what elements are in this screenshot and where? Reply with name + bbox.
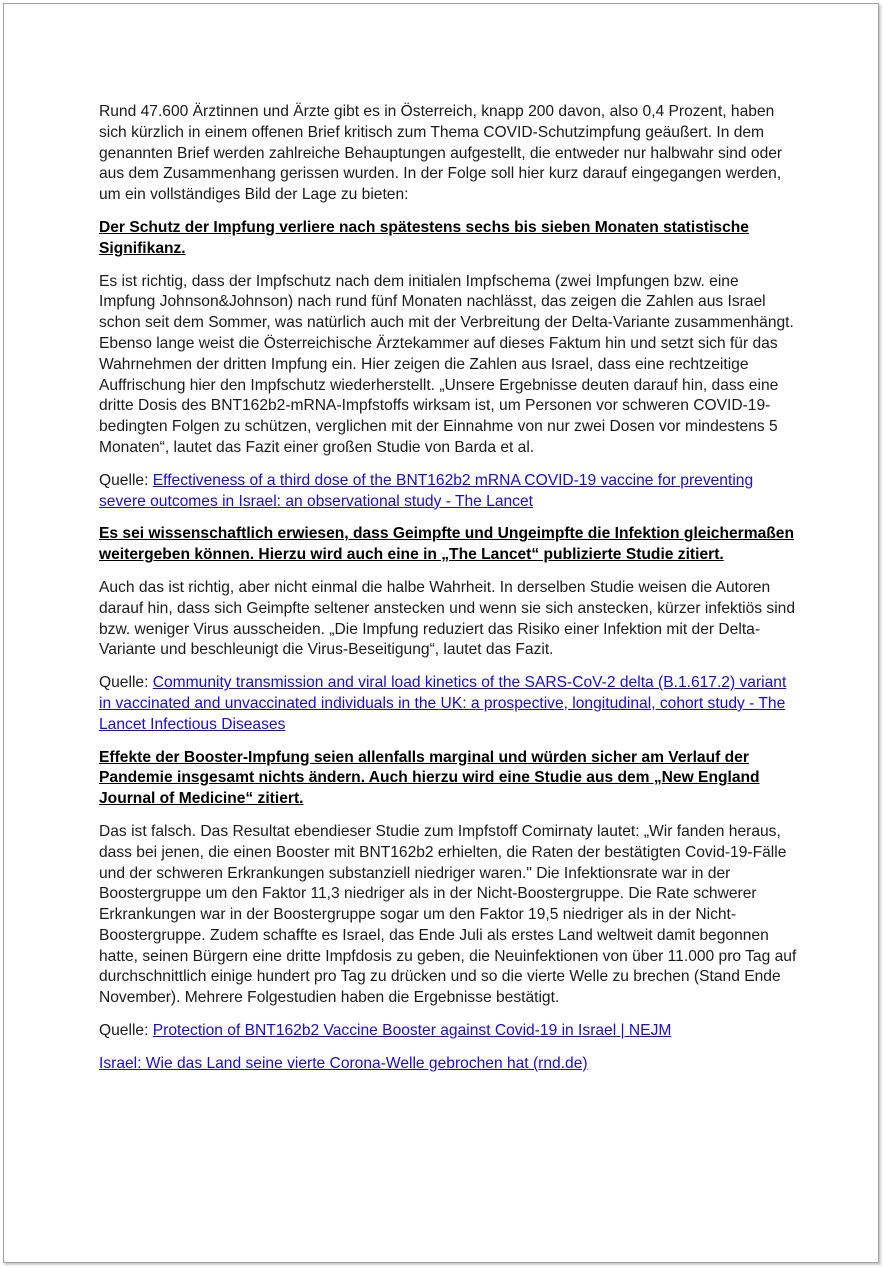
source-line-2: [99, 673, 799, 735]
source-label: Quelle:: [99, 1022, 153, 1040]
response-paragraph-3: Das ist falsch. Das Resultat ebendieser Studie zum Impfstoff Comirnaty lautet: „Wir fanden heraus, dass bei jenen, die einen Booster mit BNT162b2 erhielten, die Raten der bestätigten Covid-19-Fälle und der schweren Erkrankungen substanziell niedriger waren." Die Infektionsrate war in der Boostergruppe um den Faktor 11,3 niedriger als in der Nicht-Boostergruppe. Die Rate schwerer Erkrankungen war in der Boostergruppe sogar um den Faktor 19,5 niedriger als in der Nicht-Boostergruppe. Zudem schaffte es Israel, das Ende Juli als erstes Land weltweit damit begonnen hatte, seinen Bürgern eine dritte Impfdosis zu geben, die Neuinfektionen von über 11.000 pro Tag auf durchschnittlich einige hundert pro Tag zu drücken und so die vierte Welle zu brechen (Stand Ende November). Mehrere Folgestudien haben die Ergebnisse bestätigt.: [99, 822, 797, 1007]
intro-paragraph: Rund 47.600 Ärztinnen und Ärzte gibt es in Österreich, knapp 200 davon, also 0,4 Prozent, haben sich kürzlich in einem offenen Brief kritisch zum Thema COVID-Schutzimpfung geäußert. In dem genannten Brief werden zahlreiche Behauptungen aufgestellt, die entweder nur halbwahr sind oder aus dem Zusammenhang gerissen wurden. In der Folge soll hier kurz darauf eingegangen werden, um ein vollständiges Bild der Lage zu bieten:: [99, 103, 783, 204]
source-link-lancet-third-dose[interactable]: Effectiveness of a third dose of the BNT162b2 mRNA COVID-19 vaccine for preventing severe outcomes in Israel: an observational study - The Lancet: [99, 471, 754, 510]
source-line-3: [99, 1021, 799, 1042]
claim-heading-3: Effekte der Booster-Impfung seien allenfalls marginal und würden sicher am Verlauf der Pandemie insgesamt nichts ändern. Auch hierzu wird eine Studie aus dem „New England Journal of Medicine“ zitiert.: [99, 748, 760, 808]
source-link-lancet-community-transmission[interactable]: Community transmission and viral load kinetics of the SARS-CoV-2 delta (B.1.617.2) variant in vaccinated and unvaccinated individuals in the UK: a prospective, longitudinal, cohort study - The Lancet Infectious Diseases: [99, 674, 787, 733]
source-line-1: [99, 471, 799, 513]
claim-heading-2: Es sei wissenschaftlich erwiesen, dass Geimpfte und Ungeimpfte die Infektion gleichermaßen weitergeben können. Hierzu wird auch eine in „The Lancet“ publizierte Studie zitiert.: [99, 525, 794, 564]
source-link-rnd-israel[interactable]: Israel: Wie das Land seine vierte Corona-Welle gebrochen hat (rnd.de): [99, 1054, 588, 1072]
source-label: Quelle:: [99, 674, 153, 692]
response-paragraph-1: Es ist richtig, dass der Impfschutz nach dem initialen Impfschema (zwei Impfungen bzw. eine Impfung Johnson&Johnson) nach rund fünf Monaten nachlässt, das zeigen die Zahlen aus Israel schon seit dem Sommer, was natürlich auch mit der Verbreitung der Delta-Variante zusammenhängt. Ebenso lange weist die Österreichische Ärztekammer auf dieses Faktum hin und setzt sich für das Wahrnehmen der dritten Impfung ein. Hier zeigen die Zahlen aus Israel, dass eine rechtzeitige Auffrischung hier den Impfschutz wiederherstellt. „Unsere Ergebnisse deuten darauf hin, dass eine dritte Dosis des BNT162b2-mRNA-Impfstoffs wirksam ist, um Personen vor schweren COVID-19-bedingten Folgen zu schützen, verglichen mit der Einnahme von nur zwei Dosen vor mindestens 5 Monaten“, lautet das Fazit einer großen Studie von Barda et al.: [99, 272, 794, 456]
document-page: [3, 3, 879, 1263]
document-body: [99, 102, 799, 1087]
response-paragraph-2: Auch das ist richtig, aber nicht einmal die halbe Wahrheit. In derselben Studie weisen die Autoren darauf hin, dass sich Geimpfte seltener anstecken und wenn sie sich anstecken, kürzer infektiös sind bzw. weniger Virus ausscheiden. „Die Impfung reduziert das Risiko einer Infektion mit der Delta-Variante und beschleunigt die Virus-Beseitigung“, lautet das Fazit.: [99, 578, 796, 659]
source-label: Quelle:: [99, 471, 153, 489]
source-line-4: [99, 1054, 799, 1075]
claim-heading-1: Der Schutz der Impfung verliere nach spätestens sechs bis sieben Monaten statistische Signifikanz.: [99, 218, 749, 257]
source-link-nejm-booster[interactable]: Protection of BNT162b2 Vaccine Booster against Covid-19 in Israel | NEJM: [152, 1022, 672, 1040]
